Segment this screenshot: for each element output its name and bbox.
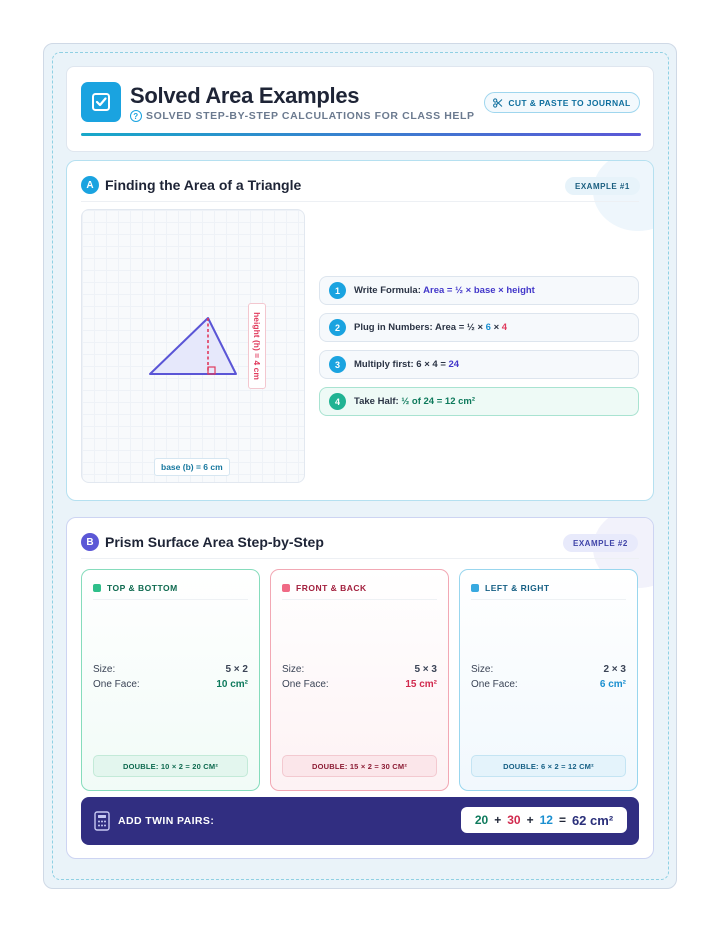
total-sum: 62 cm² <box>571 812 614 828</box>
total-term: 30 <box>507 813 521 827</box>
face-heading <box>471 583 550 593</box>
face-area-row <box>93 679 248 690</box>
subtitle-text: SOLVED STEP-BY-STEP CALCULATIONS FOR CLASS HELP <box>146 110 475 122</box>
step-height-value: 4 <box>501 322 508 333</box>
step-base-value: 6 <box>485 322 491 333</box>
example-1-badge: EXAMPLE #1 <box>565 177 640 195</box>
face-heading <box>93 583 178 593</box>
step-formula: Area = ½ × <box>434 322 484 333</box>
face-swatch <box>282 584 290 592</box>
face-area-row <box>471 679 626 690</box>
divider <box>93 599 248 600</box>
step-number: 4 <box>329 393 346 410</box>
triangle-section <box>66 160 654 501</box>
decorative-glow <box>593 160 654 231</box>
face-area-value: 15 cm² <box>405 679 437 690</box>
face-title: FRONT & BACK <box>296 583 367 593</box>
triangle-figure <box>81 209 305 483</box>
face-swatch <box>471 584 479 592</box>
divider <box>81 558 639 559</box>
face-area-row <box>282 679 437 690</box>
divider <box>471 599 626 600</box>
face-area-value: 10 cm² <box>216 679 248 690</box>
section-a-title: Finding the Area of a Triangle <box>105 177 302 193</box>
face-size-row <box>471 664 626 675</box>
triangle-shape <box>150 318 236 374</box>
section-a-letter: A <box>81 176 99 194</box>
calculator-icon <box>94 811 110 831</box>
size-value: 2 × 3 <box>603 664 626 675</box>
step-1 <box>319 276 639 305</box>
cut-paste-label: CUT & PASTE TO JOURNAL <box>508 97 631 108</box>
size-label: Size: <box>282 664 305 675</box>
face-card-front-back <box>270 569 449 791</box>
step-prefix: Take Half: <box>354 396 399 407</box>
face-swatch <box>93 584 101 592</box>
prism-section <box>66 517 654 859</box>
double-result: DOUBLE: 6 × 2 = 12 CM² <box>471 755 626 777</box>
step-prefix: Plug in Numbers: <box>354 322 433 333</box>
face-area-value: 6 cm² <box>599 679 626 690</box>
page-header <box>66 66 654 152</box>
face-title: LEFT & RIGHT <box>485 583 550 593</box>
face-size-row <box>93 664 248 675</box>
question-icon: ? <box>130 110 142 122</box>
section-b-letter: B <box>81 533 99 551</box>
total-bar <box>81 797 639 845</box>
step-formula: 6 × 4 = <box>416 359 446 370</box>
section-a-heading <box>81 176 301 194</box>
plus-sign: + <box>526 813 534 827</box>
face-card-left-right <box>459 569 638 791</box>
face-size-row <box>282 664 437 675</box>
triangle-diagram <box>82 210 306 484</box>
total-equation <box>461 807 627 833</box>
step-number: 3 <box>329 356 346 373</box>
face-card-top-bottom <box>81 569 260 791</box>
total-label: ADD TWIN PAIRS: <box>118 815 215 827</box>
section-b-heading <box>81 533 324 551</box>
face-heading <box>282 583 367 593</box>
step-2 <box>319 313 639 342</box>
double-result: DOUBLE: 15 × 2 = 30 CM² <box>282 755 437 777</box>
step-result: 24 <box>448 359 460 370</box>
checkbox-icon <box>81 82 121 122</box>
face-area-label: One Face: <box>93 679 140 690</box>
face-area-label: One Face: <box>282 679 329 690</box>
page-subtitle <box>130 110 475 122</box>
double-result: DOUBLE: 10 × 2 = 20 CM² <box>93 755 248 777</box>
step-text: Area = ½ × base × height <box>423 285 535 296</box>
height-label <box>248 303 266 389</box>
total-term: 12 <box>539 813 553 827</box>
divider <box>81 201 639 202</box>
scissors-icon <box>493 98 503 108</box>
size-value: 5 × 2 <box>225 664 248 675</box>
step-number: 1 <box>329 282 346 299</box>
cut-paste-button[interactable] <box>484 92 640 113</box>
plus-sign: + <box>494 813 502 827</box>
step-prefix: Write Formula: <box>354 285 421 296</box>
divider <box>282 599 437 600</box>
header-accent-bar <box>81 133 641 136</box>
size-label: Size: <box>471 664 494 675</box>
step-3 <box>319 350 639 379</box>
total-term: 20 <box>474 813 489 827</box>
size-label: Size: <box>93 664 116 675</box>
face-area-label: One Face: <box>471 679 518 690</box>
base-label: base (b) = 6 cm <box>154 458 230 476</box>
step-4 <box>319 387 639 416</box>
size-value: 5 × 3 <box>414 664 437 675</box>
face-title: TOP & BOTTOM <box>107 583 178 593</box>
equals-sign: = <box>558 813 566 827</box>
step-prefix: Multiply first: <box>354 359 414 370</box>
step-times: × <box>493 322 500 333</box>
page-title: Solved Area Examples <box>130 83 360 108</box>
example-2-badge: EXAMPLE #2 <box>563 534 638 552</box>
step-text: ½ of 24 = 12 cm² <box>401 396 476 407</box>
height-label-text: height (h) = 4 cm <box>252 312 262 380</box>
step-number: 2 <box>329 319 346 336</box>
section-b-title: Prism Surface Area Step-by-Step <box>105 534 324 550</box>
